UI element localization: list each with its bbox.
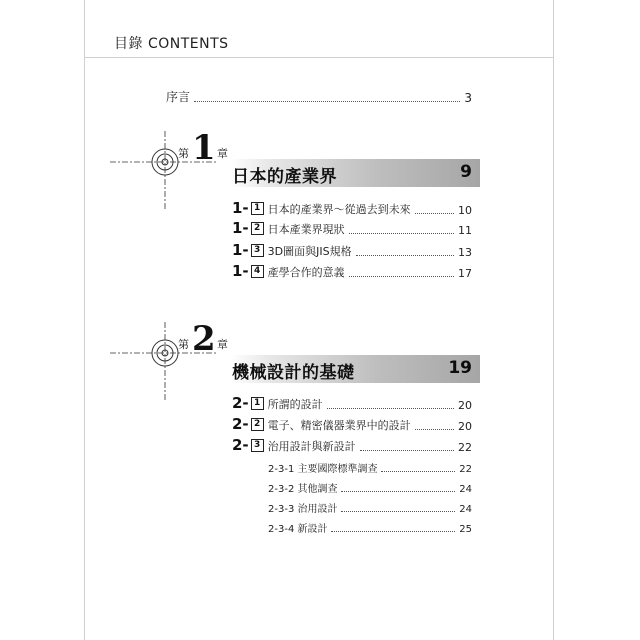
section-label: 產學合作的意義 [267, 266, 345, 279]
leader-dots [341, 490, 455, 492]
leader-dots [381, 470, 455, 472]
toc-subsection-2-3-2[interactable] [268, 479, 472, 495]
subsection-page: 22 [459, 464, 472, 475]
leader-dots [349, 232, 454, 234]
section-label: 日本產業界現狀 [267, 223, 345, 236]
section-number: 2- 3 [232, 436, 264, 454]
subsection-page: 25 [459, 524, 472, 535]
section-page: 22 [458, 441, 472, 454]
toc-section-1-4[interactable] [232, 264, 472, 280]
section-page: 13 [458, 246, 472, 259]
subsection-label: 2-3-4 新設計 [268, 524, 328, 535]
leader-dots [341, 510, 455, 512]
leader-dots [356, 254, 454, 256]
section-number: 1- 4 [232, 262, 264, 280]
chapter-1-prefix: 第 [178, 147, 189, 160]
section-number: 2- 1 [232, 394, 264, 412]
leader-dots [415, 428, 454, 430]
chapter-1-suffix: 章 [217, 147, 228, 160]
page-header: 目錄 CONTENTS [114, 36, 229, 52]
chapter-2-number: 2 [192, 319, 216, 359]
subsection-page: 24 [459, 484, 472, 495]
toc-subsection-2-3-3[interactable] [268, 499, 472, 515]
section-number: 1- 1 [232, 199, 264, 217]
toc-section-2-2[interactable] [232, 417, 472, 433]
subsection-label: 2-3-2 其他調查 [268, 484, 338, 495]
leader-dots [360, 449, 454, 451]
chapter-2-suffix: 章 [217, 338, 228, 351]
section-page: 20 [458, 420, 472, 433]
section-page: 17 [458, 267, 472, 280]
toc-preface[interactable] [166, 89, 472, 105]
leader-dots [415, 212, 454, 214]
leader-dots [327, 407, 454, 409]
toc-subsection-2-3-4[interactable] [268, 519, 472, 535]
header-rule [84, 57, 554, 58]
section-page: 20 [458, 399, 472, 412]
toc-section-2-3[interactable] [232, 438, 472, 454]
section-label: 3D圖面與JIS規格 [267, 245, 352, 258]
leader-dots [349, 275, 454, 277]
toc-section-1-2[interactable] [232, 221, 472, 237]
toc-section-2-1[interactable] [232, 396, 472, 412]
chapter-2-title[interactable]: 機械設計的基礎 [232, 363, 355, 383]
subsection-page: 24 [459, 504, 472, 515]
chapter-2-page: 19 [448, 358, 472, 378]
leader-dots [194, 100, 460, 102]
toc-subsection-2-3-1[interactable] [268, 459, 472, 475]
section-label: 日本的產業界～從過去到未來 [267, 203, 411, 216]
leader-dots [331, 530, 455, 532]
chapter-2-prefix: 第 [178, 338, 189, 351]
section-number: 2- 2 [232, 415, 264, 433]
section-label: 所謂的設計 [267, 398, 323, 411]
preface-page: 3 [464, 91, 472, 105]
toc-section-1-1[interactable] [232, 201, 472, 217]
section-number: 1- 2 [232, 219, 264, 237]
section-label: 電子、精密儀器業界中的設計 [267, 419, 411, 432]
chapter-1-page: 9 [460, 162, 472, 182]
section-label: 治用設計與新設計 [267, 440, 356, 453]
section-number: 1- 3 [232, 241, 264, 259]
section-page: 10 [458, 204, 472, 217]
chapter-1-number: 1 [192, 128, 216, 168]
subsection-label: 2-3-3 治用設計 [268, 504, 338, 515]
section-page: 11 [458, 224, 472, 237]
preface-label: 序言 [166, 90, 191, 104]
toc-section-1-3[interactable] [232, 243, 472, 259]
subsection-label: 2-3-1 主要國際標準調查 [268, 464, 378, 475]
chapter-1-title[interactable]: 日本的產業界 [232, 167, 337, 187]
